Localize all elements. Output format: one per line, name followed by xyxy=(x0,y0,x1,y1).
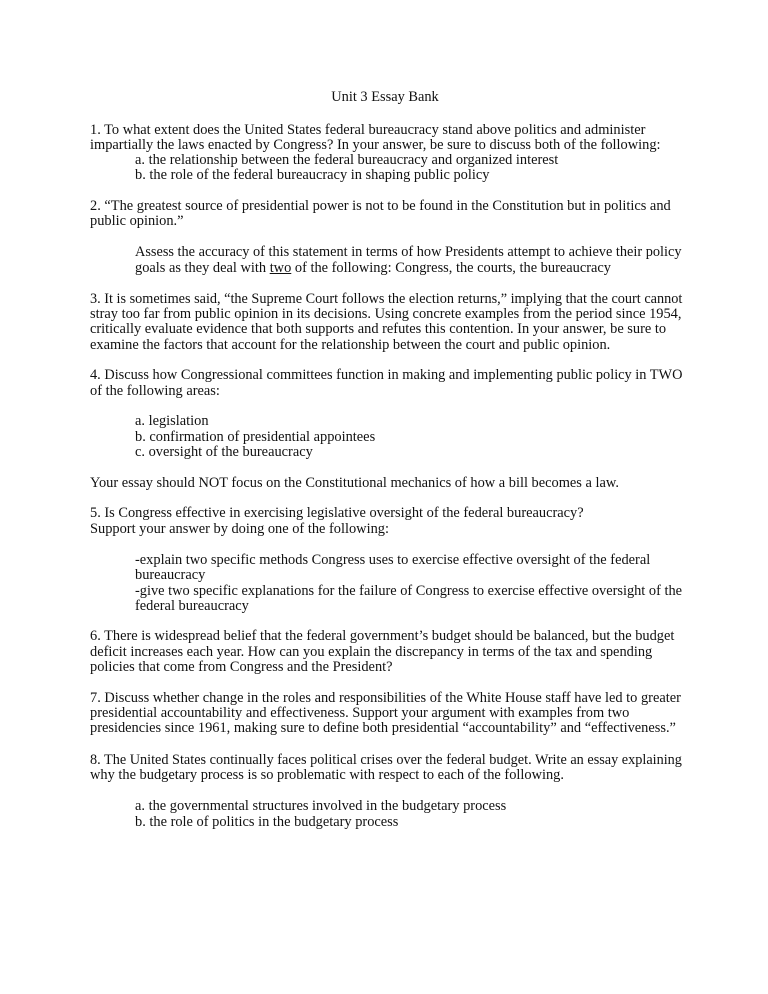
q5-option-2-line-2: federal bureaucracy xyxy=(135,598,249,614)
q1-item-a: a. the relationship between the federal bureaucracy and organized interest xyxy=(135,152,559,168)
q8-item-b: b. the role of politics in the budgetary process xyxy=(135,814,399,830)
q5-option-2-line-1: -give two specific explanations for the failure of Congress to exercise effective oversight of the xyxy=(135,583,682,599)
q2-assess-line-2 xyxy=(135,260,611,276)
q8-item-a: a. the governmental structures involved in the budgetary process xyxy=(135,798,507,814)
q1-line-1: 1. To what extent does the United States federal bureaucracy stand above politics and administer xyxy=(90,122,646,138)
q4-item-b: b. confirmation of presidential appointees xyxy=(135,429,376,445)
q5-line-1: 5. Is Congress effective in exercising legislative oversight of the federal bureaucracy? xyxy=(90,505,584,521)
q6-line-1: 6. There is widespread belief that the federal government’s budget should be balanced, but the budget xyxy=(90,628,675,644)
q5-option-1-line-2: bureaucracy xyxy=(135,567,206,583)
q7-line-3: presidencies since 1961, making sure to define both presidential “accountability” and “effectiveness.” xyxy=(90,720,676,736)
q1-item-b: b. the role of the federal bureaucracy in shaping public policy xyxy=(135,167,490,183)
q3-line-3: critically evaluate evidence that both supports and refutes this contention. In your answer, be sure to xyxy=(90,321,667,337)
q6-line-2: deficit increases each year. How can you explain the discrepancy in terms of the tax and spending xyxy=(90,644,653,660)
q7-line-1: 7. Discuss whether change in the roles and responsibilities of the White House staff have led to greater xyxy=(90,690,681,706)
q8-line-2: why the budgetary process is so problematic with respect to each of the following. xyxy=(90,767,564,783)
document-title: Unit 3 Essay Bank xyxy=(331,89,439,105)
q2-assess-post: of the following: Congress, the courts, the bureaucracy xyxy=(291,260,611,276)
q4-note: Your essay should NOT focus on the Constitutional mechanics of how a bill becomes a law. xyxy=(90,475,619,491)
q2-line-2: public opinion.” xyxy=(90,213,184,229)
q2-assess-line-1: Assess the accuracy of this statement in terms of how Presidents attempt to achieve their policy xyxy=(135,244,682,260)
q3-line-2: stray too far from public opinion in its decisions. Using concrete examples from the period since 1954, xyxy=(90,306,682,322)
q6-line-3: policies that come from Congress and the President? xyxy=(90,659,393,675)
q4-line-2: of the following areas: xyxy=(90,383,220,399)
q7-line-2: presidential accountability and effectiveness. Support your argument with examples from two xyxy=(90,705,630,721)
q5-option-1-line-1: -explain two specific methods Congress uses to exercise effective oversight of the federal xyxy=(135,552,651,568)
q1-line-2: impartially the laws enacted by Congress? In your answer, be sure to discuss both of the following: xyxy=(90,137,661,153)
q4-item-a: a. legislation xyxy=(135,413,209,429)
q3-line-4: examine the factors that account for the relationship between the court and public opinion. xyxy=(90,337,611,353)
q2-line-1: 2. “The greatest source of presidential power is not to be found in the Constitution but in politics and xyxy=(90,198,671,214)
q4-item-c: c. oversight of the bureaucracy xyxy=(135,444,313,460)
q5-line-2: Support your answer by doing one of the following: xyxy=(90,521,389,537)
q4-line-1: 4. Discuss how Congressional committees function in making and implementing public policy in TWO xyxy=(90,367,683,383)
q2-assess-emphasis: two xyxy=(269,260,292,276)
q2-assess-pre: goals as they deal with xyxy=(135,260,270,276)
q3-line-1: 3. It is sometimes said, “the Supreme Court follows the election returns,” implying that the court cannot xyxy=(90,291,683,307)
q8-line-1: 8. The United States continually faces political crises over the federal budget. Write an essay explaining xyxy=(90,752,682,768)
